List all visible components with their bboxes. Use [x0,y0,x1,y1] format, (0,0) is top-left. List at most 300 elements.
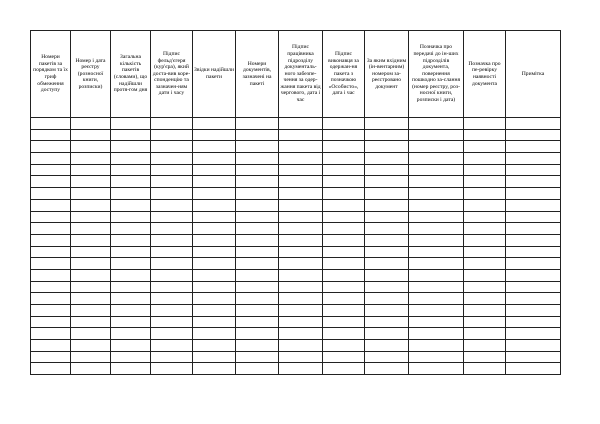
table-cell[interactable] [464,351,506,363]
table-cell[interactable] [365,316,409,328]
table-cell[interactable] [365,176,409,188]
table-cell[interactable] [71,234,111,246]
table-cell[interactable] [71,293,111,305]
table-cell[interactable] [151,234,193,246]
table-cell[interactable] [236,328,279,340]
table-cell[interactable] [409,141,464,153]
table-cell[interactable] [193,153,236,165]
table-cell[interactable] [151,118,193,130]
table-cell[interactable] [151,281,193,293]
table-cell[interactable] [111,141,151,153]
table-cell[interactable] [236,316,279,328]
table-cell[interactable] [279,129,323,141]
table-row [31,188,561,200]
table-cell[interactable] [111,164,151,176]
table-cell[interactable] [193,305,236,317]
table-cell[interactable] [464,176,506,188]
table-cell[interactable] [409,164,464,176]
table-cell[interactable] [193,328,236,340]
table-cell[interactable] [31,223,71,235]
table-cell[interactable] [111,281,151,293]
table-cell[interactable] [111,305,151,317]
table-cell[interactable] [365,141,409,153]
table-cell[interactable] [365,211,409,223]
table-cell[interactable] [409,293,464,305]
table-cell[interactable] [279,153,323,165]
table-cell[interactable] [31,305,71,317]
table-cell[interactable] [409,316,464,328]
table-cell[interactable] [409,176,464,188]
table-cell[interactable] [464,293,506,305]
col-header-check-mark: Позначка про пе-ревірку наявності документа [464,31,506,118]
table-cell[interactable] [279,363,323,375]
table-cell[interactable] [409,246,464,258]
table-cell[interactable] [236,305,279,317]
table-cell[interactable] [506,141,561,153]
table-cell[interactable] [506,129,561,141]
table-cell[interactable] [506,199,561,211]
table-cell[interactable] [279,246,323,258]
table-cell[interactable] [193,223,236,235]
table-cell[interactable] [409,199,464,211]
table-cell[interactable] [193,258,236,270]
table-cell[interactable] [279,176,323,188]
table-cell[interactable] [409,223,464,235]
table-cell[interactable] [151,340,193,352]
table-cell[interactable] [506,269,561,281]
col-header-register-number: Номер і дата реєстру (розносної книги, розписки) [71,31,111,118]
table-cell[interactable] [151,246,193,258]
table-cell[interactable] [236,118,279,130]
table-cell[interactable] [71,281,111,293]
table-row [31,340,561,352]
table-cell[interactable] [365,305,409,317]
table-cell[interactable] [409,363,464,375]
table-cell[interactable] [279,340,323,352]
table-cell[interactable] [151,153,193,165]
table-cell[interactable] [71,316,111,328]
table-cell[interactable] [151,141,193,153]
table-cell[interactable] [464,269,506,281]
col-header-package-numbers: Номери пакетів за порядком та їх гриф обмеження доступу [31,31,71,118]
table-cell[interactable] [323,269,365,281]
table-cell[interactable] [279,223,323,235]
table-cell[interactable] [236,363,279,375]
table-cell[interactable] [236,141,279,153]
table-cell[interactable] [111,211,151,223]
table-cell[interactable] [365,199,409,211]
table-cell[interactable] [31,211,71,223]
table-cell[interactable] [365,351,409,363]
table-cell[interactable] [365,293,409,305]
table-cell[interactable] [111,258,151,270]
table-cell[interactable] [71,269,111,281]
table-cell[interactable] [279,199,323,211]
table-cell[interactable] [193,363,236,375]
table-cell[interactable] [31,269,71,281]
table-cell[interactable] [279,281,323,293]
table-cell[interactable] [31,188,71,200]
table-cell[interactable] [506,316,561,328]
table-cell[interactable] [323,293,365,305]
table-cell[interactable] [506,305,561,317]
table-cell[interactable] [506,246,561,258]
table-cell[interactable] [111,328,151,340]
table-cell[interactable] [279,351,323,363]
table-cell[interactable] [111,234,151,246]
table-cell[interactable] [506,281,561,293]
table-cell[interactable] [506,258,561,270]
table-cell[interactable] [365,118,409,130]
table-cell[interactable] [193,188,236,200]
table-cell[interactable] [409,328,464,340]
table-cell[interactable] [464,340,506,352]
table-cell[interactable] [193,211,236,223]
table-cell[interactable] [193,269,236,281]
table-cell[interactable] [111,269,151,281]
table-cell[interactable] [31,199,71,211]
table-cell[interactable] [365,269,409,281]
table-cell[interactable] [151,211,193,223]
table-cell[interactable] [323,153,365,165]
table-cell[interactable] [323,258,365,270]
table-cell[interactable] [31,293,71,305]
table-cell[interactable] [323,340,365,352]
table-cell[interactable] [365,363,409,375]
table-cell[interactable] [506,188,561,200]
table-cell[interactable] [409,234,464,246]
table-cell[interactable] [506,328,561,340]
table-cell[interactable] [71,164,111,176]
table-cell[interactable] [464,223,506,235]
table-row [31,305,561,317]
table-cell[interactable] [236,199,279,211]
table-row [31,223,561,235]
table-cell[interactable] [151,199,193,211]
table-cell[interactable] [409,305,464,317]
table-cell[interactable] [464,164,506,176]
table-cell[interactable] [464,211,506,223]
table-row [31,164,561,176]
table-cell[interactable] [409,153,464,165]
table-cell[interactable] [323,305,365,317]
table-cell[interactable] [464,199,506,211]
table-cell[interactable] [279,141,323,153]
table-cell[interactable] [111,363,151,375]
col-header-note: Примітка [506,31,561,118]
table-cell[interactable] [236,351,279,363]
table-cell[interactable] [111,153,151,165]
table-cell[interactable] [464,118,506,130]
table-cell[interactable] [31,258,71,270]
table-cell[interactable] [506,176,561,188]
table-cell[interactable] [323,281,365,293]
table-cell[interactable] [236,188,279,200]
table-cell[interactable] [323,164,365,176]
table-cell[interactable] [71,118,111,130]
table-cell[interactable] [365,153,409,165]
table-cell[interactable] [71,153,111,165]
table-cell[interactable] [151,363,193,375]
header-row [31,31,561,118]
table-cell[interactable] [151,328,193,340]
table-cell[interactable] [111,188,151,200]
table-cell[interactable] [464,363,506,375]
table-cell[interactable] [111,246,151,258]
table-cell[interactable] [71,258,111,270]
table-cell[interactable] [279,269,323,281]
table-cell[interactable] [111,340,151,352]
table-cell[interactable] [323,141,365,153]
table-cell[interactable] [323,188,365,200]
table-cell[interactable] [279,305,323,317]
table-cell[interactable] [323,199,365,211]
table-cell[interactable] [31,316,71,328]
table-cell[interactable] [409,340,464,352]
table-cell[interactable] [236,223,279,235]
table-cell[interactable] [71,328,111,340]
table-cell[interactable] [151,269,193,281]
table-cell[interactable] [279,118,323,130]
table-cell[interactable] [31,363,71,375]
table-cell[interactable] [464,153,506,165]
table-cell[interactable] [365,328,409,340]
table-cell[interactable] [236,164,279,176]
table-cell[interactable] [71,199,111,211]
table-cell[interactable] [279,188,323,200]
table-cell[interactable] [236,258,279,270]
table-cell[interactable] [506,234,561,246]
table-cell[interactable] [464,129,506,141]
table-row [31,246,561,258]
table-cell[interactable] [193,176,236,188]
table-cell[interactable] [111,176,151,188]
table-cell[interactable] [409,269,464,281]
table-cell[interactable] [193,340,236,352]
table-row [31,234,561,246]
table-cell[interactable] [71,211,111,223]
table-cell[interactable] [409,281,464,293]
table-cell[interactable] [193,293,236,305]
table-cell[interactable] [365,164,409,176]
table-cell[interactable] [236,176,279,188]
table-cell[interactable] [365,234,409,246]
table-cell[interactable] [31,328,71,340]
table-row [31,316,561,328]
table-row [31,199,561,211]
table-cell[interactable] [31,351,71,363]
table-cell[interactable] [506,293,561,305]
table-row [31,328,561,340]
table-cell[interactable] [236,293,279,305]
table-cell[interactable] [71,305,111,317]
table-cell[interactable] [464,246,506,258]
table-row [31,363,561,375]
table-row [31,176,561,188]
table-cell[interactable] [193,129,236,141]
col-header-courier-signature: Підпис фельд'єгеря (кур'єра), який доста-вив коре-спонденцію та зазначен-ням дати і часу [151,31,193,118]
table-cell[interactable] [236,129,279,141]
table-cell[interactable] [193,316,236,328]
table-cell[interactable] [71,129,111,141]
table-cell[interactable] [193,234,236,246]
table-cell[interactable] [236,340,279,352]
table-cell[interactable] [71,176,111,188]
table-cell[interactable] [279,293,323,305]
table-cell[interactable] [506,363,561,375]
table-cell[interactable] [365,340,409,352]
col-header-transfer-mark: Позначка про передачі до ін-ших підрозділів документа, повернення пошкодно за-слання (номер реєстру, роз-носної книги, розписки і дата) [409,31,464,118]
table-row [31,293,561,305]
table-cell[interactable] [464,258,506,270]
table-cell[interactable] [111,351,151,363]
table-cell[interactable] [365,258,409,270]
table-cell[interactable] [151,176,193,188]
table-cell[interactable] [151,188,193,200]
table-cell[interactable] [71,246,111,258]
table-cell[interactable] [365,129,409,141]
table-cell[interactable] [279,258,323,270]
table-cell[interactable] [323,223,365,235]
table-cell[interactable] [365,223,409,235]
table-cell[interactable] [151,305,193,317]
table-cell[interactable] [409,129,464,141]
table-cell[interactable] [71,351,111,363]
table-cell[interactable] [71,188,111,200]
register-body [31,118,561,375]
table-cell[interactable] [236,211,279,223]
table-cell[interactable] [323,328,365,340]
table-cell[interactable] [151,293,193,305]
col-header-records-officer-signature: Підпис працівника підрозділу документаль-ного забезпе-чення за одер-жання пакета від чергового, дата і час [279,31,323,118]
table-cell[interactable] [506,211,561,223]
table-cell[interactable] [409,188,464,200]
table-row [31,281,561,293]
table-cell[interactable] [323,211,365,223]
table-cell[interactable] [464,188,506,200]
table-cell[interactable] [151,164,193,176]
table-cell[interactable] [71,363,111,375]
col-header-origin: Звідки надійшли пакети [193,31,236,118]
table-cell[interactable] [193,246,236,258]
table-cell[interactable] [409,258,464,270]
table-cell[interactable] [323,316,365,328]
table-cell[interactable] [279,164,323,176]
table-cell[interactable] [111,316,151,328]
table-cell[interactable] [236,269,279,281]
table-cell[interactable] [151,316,193,328]
table-cell[interactable] [409,211,464,223]
table-cell[interactable] [71,223,111,235]
table-cell[interactable] [31,153,71,165]
table-cell[interactable] [464,316,506,328]
table-cell[interactable] [71,340,111,352]
table-cell[interactable] [193,281,236,293]
table-cell[interactable] [151,351,193,363]
table-cell[interactable] [506,118,561,130]
table-cell[interactable] [464,328,506,340]
table-cell[interactable] [409,118,464,130]
table-cell[interactable] [464,234,506,246]
register-table [30,30,561,375]
table-cell[interactable] [279,234,323,246]
table-cell[interactable] [323,118,365,130]
table-row [31,141,561,153]
table-cell[interactable] [193,118,236,130]
table-cell[interactable] [365,281,409,293]
col-header-document-numbers: Номери документів, зазначені на пакеті [236,31,279,118]
table-cell[interactable] [464,141,506,153]
table-cell[interactable] [111,129,151,141]
table-cell[interactable] [365,188,409,200]
table-cell[interactable] [323,351,365,363]
table-cell[interactable] [236,281,279,293]
table-cell[interactable] [31,129,71,141]
table-cell[interactable] [323,234,365,246]
table-row [31,258,561,270]
table-cell[interactable] [506,223,561,235]
table-cell[interactable] [279,316,323,328]
table-cell[interactable] [71,141,111,153]
table-cell[interactable] [464,305,506,317]
table-cell[interactable] [365,246,409,258]
table-cell[interactable] [111,199,151,211]
table-cell[interactable] [111,293,151,305]
table-row [31,118,561,130]
table-cell[interactable] [323,246,365,258]
table-row [31,351,561,363]
table-cell[interactable] [31,340,71,352]
table-cell[interactable] [193,199,236,211]
table-cell[interactable] [31,141,71,153]
col-header-incoming-number: За яким вхідним (ін-вентарним) номером за-реєстровано документ [365,31,409,118]
table-cell[interactable] [506,164,561,176]
table-cell[interactable] [323,129,365,141]
table-cell[interactable] [279,328,323,340]
table-cell[interactable] [151,129,193,141]
table-cell[interactable] [111,223,151,235]
table-cell[interactable] [193,351,236,363]
table-cell[interactable] [323,363,365,375]
table-cell[interactable] [236,234,279,246]
table-cell[interactable] [279,211,323,223]
table-cell[interactable] [506,351,561,363]
table-cell[interactable] [31,246,71,258]
table-row [31,129,561,141]
table-cell[interactable] [151,258,193,270]
table-row [31,211,561,223]
table-cell[interactable] [323,176,365,188]
table-cell[interactable] [506,153,561,165]
table-cell[interactable] [31,234,71,246]
table-cell[interactable] [193,141,236,153]
table-cell[interactable] [31,281,71,293]
table-cell[interactable] [31,176,71,188]
table-cell[interactable] [111,118,151,130]
table-cell[interactable] [151,223,193,235]
table-cell[interactable] [506,340,561,352]
table-cell[interactable] [31,164,71,176]
col-header-total-packages: Загальна кількість пакетів (словами), що надійшли протя-гом дня [111,31,151,118]
col-header-executor-signature: Підпис виконавця за одержан-ня пакета з позначкою «Особисто», дата і час [323,31,365,118]
table-cell[interactable] [31,118,71,130]
table-row [31,269,561,281]
table-cell[interactable] [464,281,506,293]
table-cell[interactable] [236,246,279,258]
table-cell[interactable] [409,351,464,363]
table-cell[interactable] [193,164,236,176]
table-cell[interactable] [236,153,279,165]
